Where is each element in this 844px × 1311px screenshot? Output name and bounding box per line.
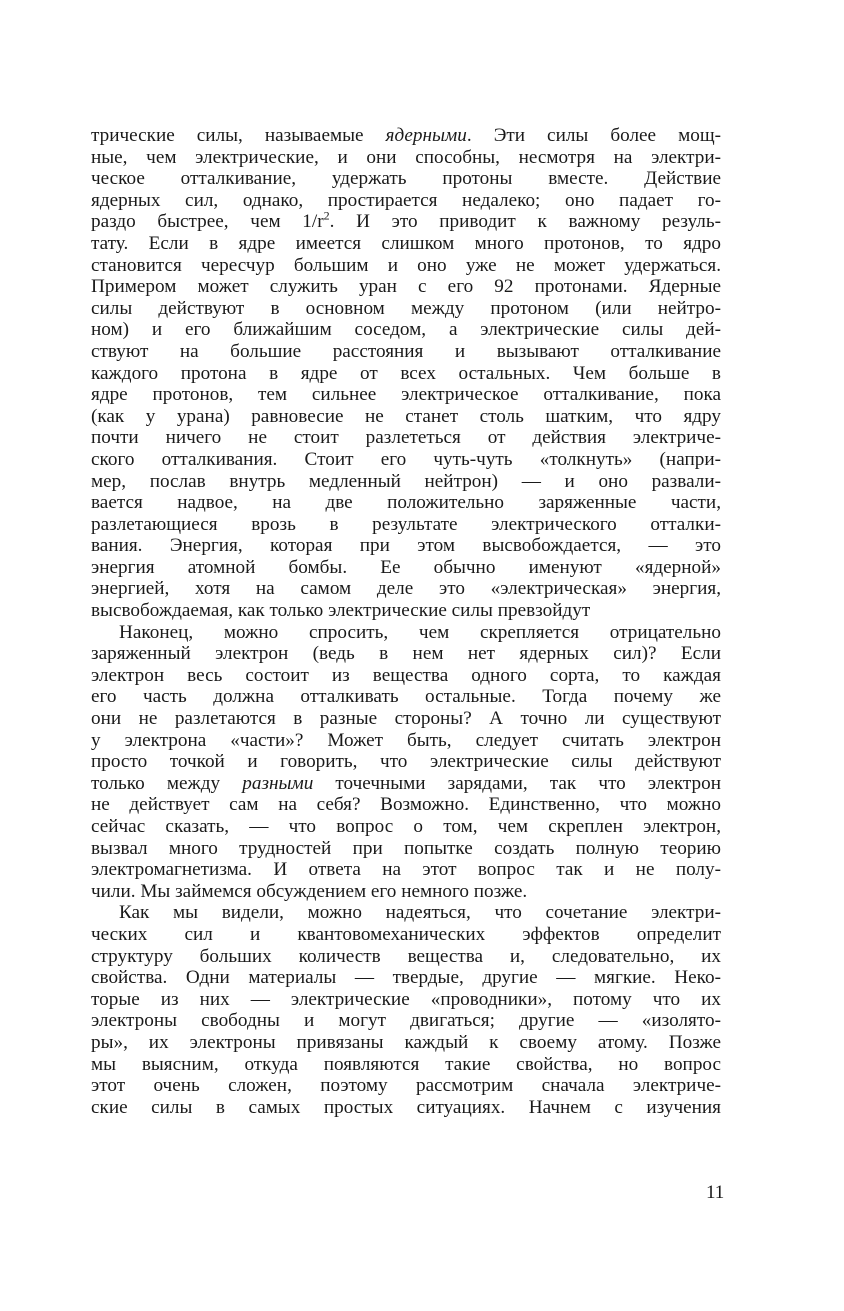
text-line: заряженный электрон (ведь в нем нет ядерных сил)? Если <box>91 643 721 665</box>
text-line: электроны свободны и могут двигаться; другие — «изолято- <box>91 1010 721 1032</box>
text-line: энергией, хотя на самом деле это «электрическая» энергия, <box>91 578 721 600</box>
text-line: свойства. Одни материалы — твердые, другие — мягкие. Неко- <box>91 967 721 989</box>
text-line: ские силы в самых простых ситуациях. Начнем с изучения <box>91 1096 721 1118</box>
text-line: мер, послав внутрь медленный нейтрон) — и оно развали- <box>91 470 721 492</box>
text-line: просто точкой и говорить, что электрические силы действуют <box>91 751 721 773</box>
body-text <box>91 125 721 1118</box>
text-line: энергия атомной бомбы. Ее обычно именуют «ядерной» <box>91 556 721 578</box>
text-line: его часть должна отталкивать остальные. Тогда почему же <box>91 686 721 708</box>
text-line: каждого протона в ядре от всех остальных. Чем больше в <box>91 362 721 384</box>
text-line: ядре протонов, тем сильнее электрическое отталкивание, пока <box>91 384 721 406</box>
emphasis: разными <box>242 772 314 794</box>
text-line: вания. Энергия, которая при этом высвобождается, — это <box>91 535 721 557</box>
text-line: чили. Мы займемся обсуждением его немного позже. <box>91 880 528 902</box>
text-line: они не разлетаются в разные стороны? А точно ли существуют <box>91 708 721 730</box>
text-line: этот очень сложен, поэтому рассмотрим сначала электриче- <box>91 1075 721 1097</box>
text-line: мы выясним, откуда появляются такие свойства, но вопрос <box>91 1053 721 1075</box>
text-line: почти ничего не стоит разлететься от действия электриче- <box>91 427 721 449</box>
text-line: ского отталкивания. Стоит его чуть-чуть «толкнуть» (напри- <box>91 448 721 470</box>
text-line: (как у урана) равновесие не станет столь шатким, что ядру <box>91 405 721 427</box>
exponent: 2 <box>323 208 330 223</box>
text-line: ческих сил и квантовомеханических эффектов определит <box>91 923 721 945</box>
text-line: только между разными точечными зарядами, так что электрон <box>91 772 721 794</box>
text-line: Как мы видели, можно надеяться, что сочетание электри- <box>119 902 721 924</box>
text-line: разлетающиеся врозь в результате электрического отталки- <box>91 513 721 535</box>
text-line: сейчас сказать, — что вопрос о том, чем скреплен электрон, <box>91 816 721 837</box>
text-line: Примером может служить уран с его 92 протонами. Ядерные <box>91 276 721 298</box>
text-line: структуру больших количеств вещества и, следовательно, их <box>91 945 721 967</box>
text-line: ядерных сил, однако, простирается недалеко; оно падает го- <box>91 189 721 211</box>
text-line: ные, чем электрические, и они способны, несмотря на электри- <box>91 146 721 168</box>
text-line: электромагнетизма. И ответа на этот вопрос так и не полу- <box>91 859 721 881</box>
text-line: тату. Если в ядре имеется слишком много протонов, то ядро <box>91 232 721 254</box>
text-line: не действует сам на себя? Возможно. Единственно, что можно <box>91 794 721 816</box>
text-line: у электрона «части»? Может быть, следует считать электрон <box>91 729 721 751</box>
text-line: вается надвое, на две положительно заряженные части, <box>91 492 721 514</box>
text-line: ном) и его ближайшим соседом, а электрические силы дей- <box>91 319 721 341</box>
text-line: ствуют на большие расстояния и вызывают отталкивание <box>91 340 721 362</box>
text-line: становится чересчур большим и оно уже не может удержаться. <box>91 254 721 276</box>
text-line: трические силы, называемые ядерными. Эти силы более мощ- <box>91 125 721 146</box>
emphasis: ядерными <box>385 125 467 146</box>
text-line: вызвал много трудностей при попытке создать полную теорию <box>91 837 721 859</box>
text-line: раздо быстрее, чем $1/r^2$. И это приводит к важному резуль- <box>91 208 721 233</box>
text-line: электрон весь состоит из вещества одного сорта, то каждая <box>91 664 721 686</box>
page-number: 11 <box>706 1182 725 1203</box>
text-line: Наконец, можно спросить, чем скрепляется отрицательно <box>119 621 721 643</box>
text-line: силы действуют в основном между протоном (или нейтро- <box>91 297 721 319</box>
text-line: высвобождаемая, как только электрические силы превзойдут <box>91 600 591 622</box>
text-line: ры», их электроны привязаны каждый к своему атому. Позже <box>91 1031 721 1053</box>
text-line: торые из них — электрические «проводники», потому что их <box>91 988 721 1010</box>
text-line: ческое отталкивание, удержать протоны вместе. Действие <box>91 168 721 190</box>
